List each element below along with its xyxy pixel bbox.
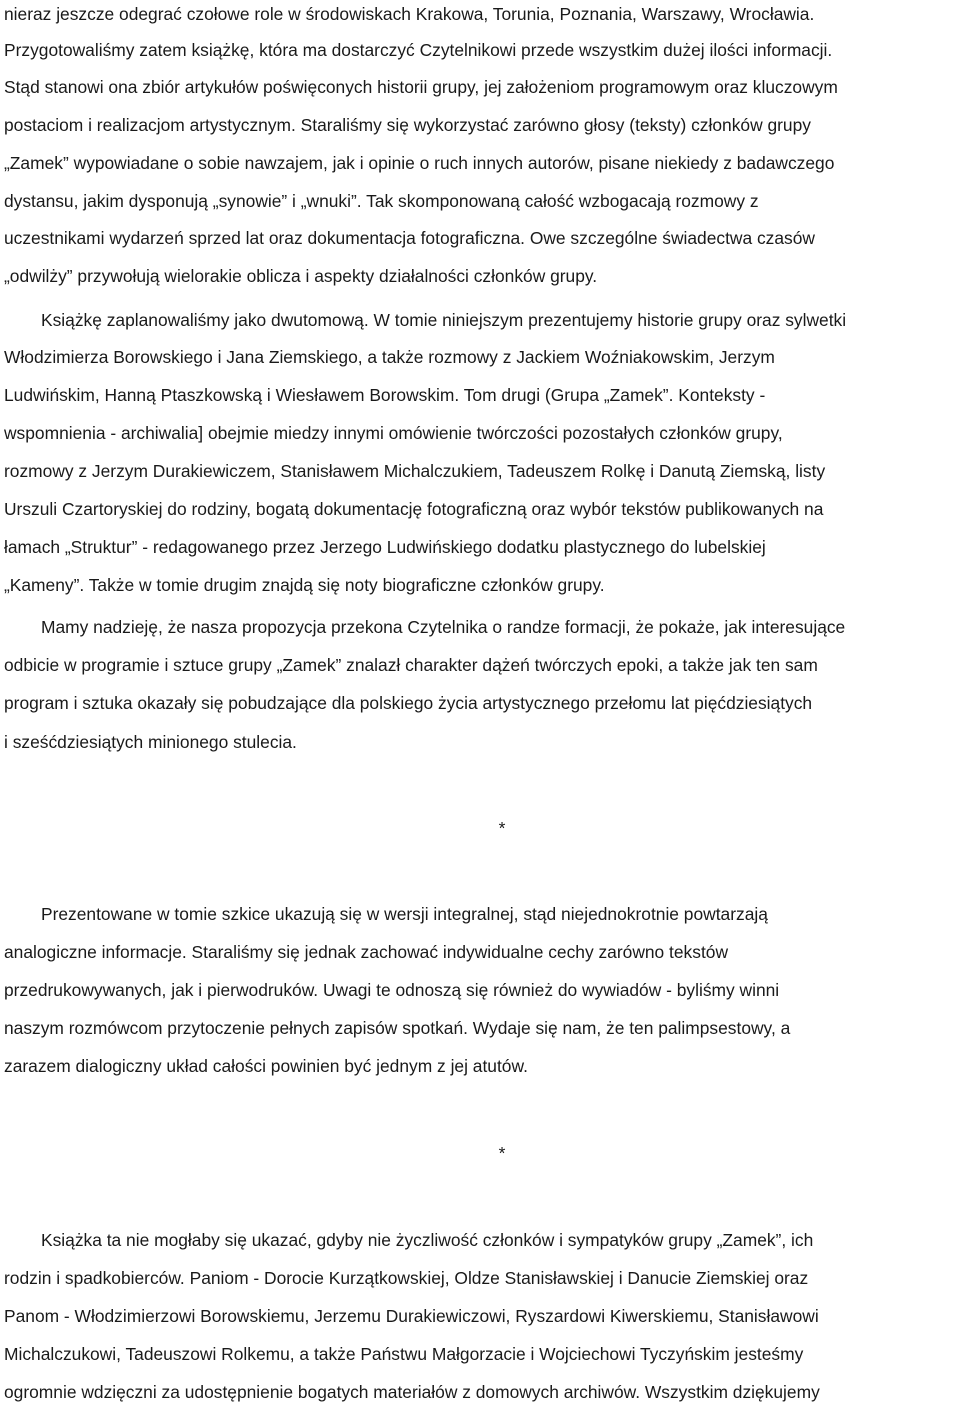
text-line: program i sztuka okazały się pobudzające dla polskiego życia artystycznego przełomu lat pięćdziesiątych (4, 693, 813, 713)
text-line: Ludwińskim, Hanną Ptaszkowską i Wiesławem Borowskim. Tom drugi (Grupa „Zamek”. Konteksty - (4, 385, 766, 405)
text-line: dystansu, jakim dysponują „synowie” i „wnuki”. Tak skomponowaną całość wzbogacają rozmowy z (4, 191, 759, 211)
text-line: zarazem dialogiczny układ całości powinien być jednym z jej atutów. (4, 1056, 528, 1076)
text-line: Urszuli Czartoryskiej do rodziny, bogatą dokumentację fotograficzną oraz wybór tekstów publikowanych na (4, 499, 824, 519)
text-line: Stąd stanowi ona zbiór artykułów poświęconych historii grupy, jej założeniom programowym oraz kluczowym (4, 77, 838, 97)
text-line: ogromnie wdzięczni za udostępnienie bogatych materiałów z domowych archiwów. Wszystkim dziękujemy (4, 1382, 820, 1402)
text-line: Mamy nadzieję, że nasza propozycja przekona Czytelnika o randze formacji, że pokaże, jak interesujące (41, 617, 846, 637)
text-line: analogiczne informacje. Staraliśmy się jednak zachować indywidualne cechy zarówno tekstów (4, 942, 729, 962)
text-line: Panom - Włodzimierzowi Borowskiemu, Jerzemu Durakiewiczowi, Ryszardowi Kiwerskiemu, Stanisławowi (4, 1306, 819, 1326)
text-line: rodzin i spadkobierców. Paniom - Dorocie Kurzątkowskiej, Oldze Stanisławskiej i Danucie Ziemskiej oraz (4, 1268, 809, 1288)
text-line: nieraz jeszcze odegrać czołowe role w środowiskach Krakowa, Torunia, Poznania, Warszawy, Wrocławia. (4, 4, 815, 24)
text-line: naszym rozmówcom przytoczenie pełnych zapisów spotkań. Wydaje się nam, że ten palimpsestowy, a (4, 1018, 791, 1038)
text-line: Michalczukowi, Tadeuszowi Rolkemu, a także Państwu Małgorzacie i Wojciechowi Tyczyńskim jesteśmy (4, 1344, 804, 1364)
text-line: przedrukowywanych, jak i pierwodruków. Uwagi te odnoszą się również do wywiadów - byliśmy winni (4, 980, 780, 1000)
section-separator: * (498, 818, 506, 838)
text-line: Książkę zaplanowaliśmy jako dwutomową. W tomie niniejszym prezentujemy historie grupy oraz sylwetki (41, 310, 847, 330)
text-line: odbicie w programie i sztuce grupy „Zamek” znalazł charakter dążeń twórczych epoki, a także jak ten sam (4, 655, 818, 675)
text-line: łamach „Struktur” - redagowanego przez Jerzego Ludwińskiego dodatku plastycznego do lubelskiej (4, 537, 766, 557)
text-line: postaciom i realizacjom artystycznym. Staraliśmy się wykorzystać zarówno głosy (teksty) członków grupy (4, 115, 811, 135)
text-line: Książka ta nie mogłaby się ukazać, gdyby nie życzliwość członków i sympatyków grupy „Zamek”, ich (41, 1230, 814, 1250)
text-line: rozmowy z Jerzym Durakiewiczem, Stanisławem Michalczukiem, Tadeuszem Rolkę i Danutą Ziemską, listy (4, 461, 826, 481)
text-line: wspomnienia - archiwalia] obejmie miedzy innymi omówienie twórczości pozostałych członków grupy, (4, 423, 783, 443)
text-line: i sześćdziesiątych minionego stulecia. (4, 732, 297, 752)
text-line: „Zamek” wypowiadane o sobie nawzajem, jak i opinie o ruch innych autorów, pisane niekiedy z badawczego (4, 153, 835, 173)
section-separator: * (498, 1143, 506, 1163)
text-line: uczestnikami wydarzeń sprzed lat oraz dokumentacja fotograficzna. Owe szczególne świadectwa czasów (4, 228, 815, 248)
text-line: „odwilży” przywołują wielorakie oblicza i aspekty działalności członków grupy. (4, 266, 598, 286)
text-line: „Kameny”. Także w tomie drugim znajdą się noty biograficzne członków grupy. (4, 575, 605, 595)
text-line: Prezentowane w tomie szkice ukazują się w wersji integralnej, stąd niejednokrotnie powtarzają (41, 904, 768, 924)
text-line: Przygotowaliśmy zatem książkę, która ma dostarczyć Czytelnikowi przede wszystkim dużej ilości informacji. (4, 40, 833, 60)
text-line: Włodzimierza Borowskiego i Jana Ziemskiego, a także rozmowy z Jackiem Woźniakowskim, Jerzym (4, 347, 775, 367)
